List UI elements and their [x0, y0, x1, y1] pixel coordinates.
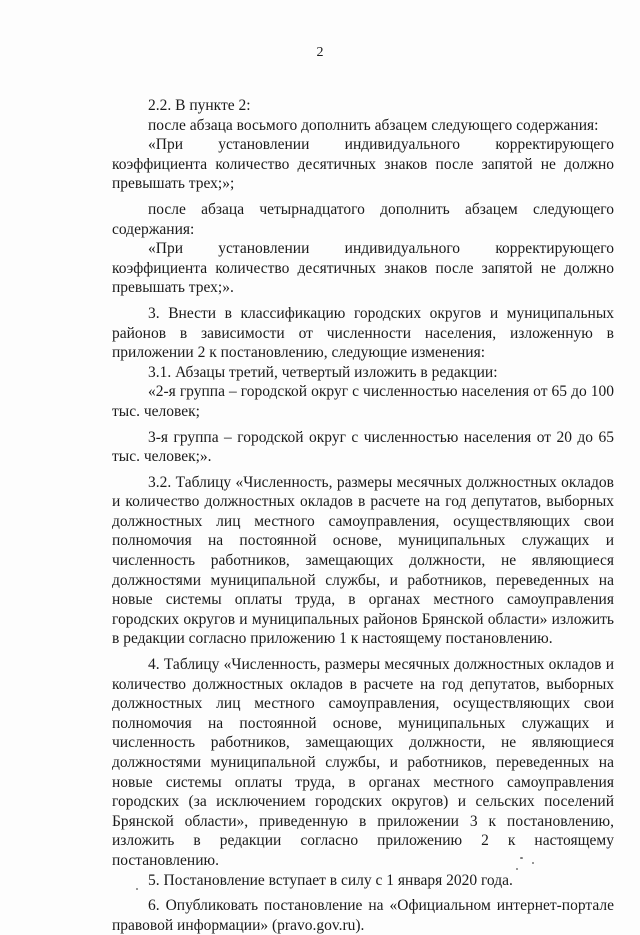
scan-speck: [520, 857, 523, 859]
document-body: [112, 96, 614, 935]
paragraph-6: 6. Опубликовать постановление на «Официальном интернет-портале правовой информации» (pravo.gov.ru).: [112, 897, 614, 934]
paragraph-after-eighth: после абзаца восьмого дополнить абзацем следующего содержания:: [148, 116, 599, 134]
paragraph-quote-1: «При установлении индивидуального корректирующего коэффициента количество десятичных знаков после запятой не должно превышать трех;»;: [112, 136, 614, 193]
paragraph-3: 3. Внести в классификацию городских округов и муниципальных районов в зависимости от численности населения, изложенную в приложении 2 к постановлению, следующие изменения:: [112, 304, 614, 362]
scan-speck: [532, 862, 534, 864]
scan-speck: [516, 868, 518, 870]
page-number: 2: [316, 45, 324, 60]
paragraph-3-1: 3.1. Абзацы третий, четвертый изложить в редакции:: [148, 363, 498, 381]
paragraph-group-2: «2-я группа – городской округ с численностью населения от 65 до 100 тыс. человек;: [112, 383, 614, 420]
paragraph-4: 4. Таблицу «Численность, размеры месячных должностных окладов и количество должностных окладов в расчете на год депутатов, выборных должностных лиц местного самоуправления, осуществляющих свои полномочия на постоянной основе, муниципальных служащих и численность работников, замещающих должности, не являющиеся должностями муниципальной службы, и работников, переведенных на новые системы оплаты труда, в органах местного самоуправления городских (за исключением городских округов) и сельских поселений Брянской области», приведенную в приложении 3 к постановлению, изложить в редакции согласно приложению 2 к настоящему постановлению.: [112, 656, 614, 869]
paragraph-3-2: 3.2. Таблицу «Численность, размеры месячных должностных окладов и количество должностных окладов в расчете на год депутатов, выборных должностных лиц местного самоуправления, осуществляющих свои полномочия на постоянной основе, муниципальных служащих и численность работников, замещающих должности, не являющиеся должностями муниципальной службы, и работников, переведенных на новые системы оплаты труда, в органах местного самоуправления городских округов и муниципальных районов Брянской области» изложить в редакции согласно приложению 1 к настоящему постановлению.: [112, 473, 614, 648]
paragraph-group-3: 3-я группа – городской округ с численностью населения от 20 до 65 тыс. человек;».: [112, 428, 614, 466]
paragraph-2-2: 2.2. В пункте 2:: [148, 97, 251, 114]
paragraph-5: 5. Постановление вступает в силу с 1 января 2020 года.: [148, 871, 513, 889]
paragraph-quote-2: «При установлении индивидуального корректирующего коэффициента количество десятичных знаков после запятой не должно превышать трех;».: [112, 240, 614, 297]
paragraph-after-fourteenth: после абзаца четырнадцатого дополнить абзацем следующего содержания:: [112, 200, 614, 238]
scan-speck: [136, 888, 138, 890]
